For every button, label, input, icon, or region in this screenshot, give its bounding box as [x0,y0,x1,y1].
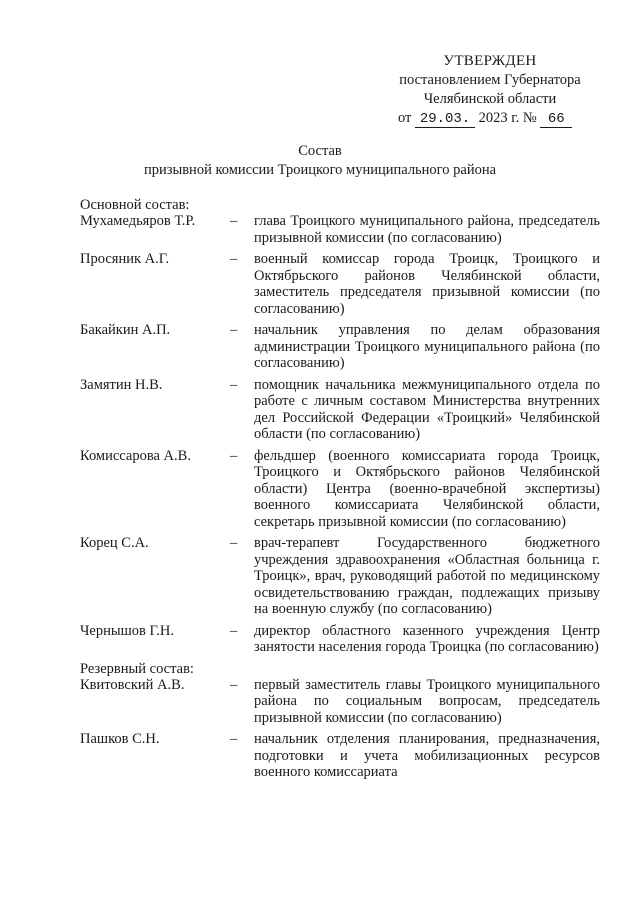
member-name: Чернышов Г.Н. [80,622,174,639]
approval-number: 66 [540,112,572,128]
approval-date-value: 29.03. [415,112,475,128]
commission-list [80,197,600,786]
member-dash: – [230,535,238,551]
member-description: первый заместитель главы Троицкого муниципального района по социальным вопросам, председатель призывной комиссии (по согласованию) [254,676,600,726]
main-section-label: Основной состав: [80,197,190,213]
member-dash: – [230,447,238,464]
document-title [0,142,640,180]
approval-stamp [380,52,600,128]
approval-date-prefix: от [398,110,412,126]
member-dash: – [230,376,238,393]
member-dash: – [230,251,238,267]
approval-line-1: постановлением Губернатора [399,72,581,88]
reserve-section-label: Резервный состав: [80,660,194,677]
member-dash: – [230,622,238,639]
member-name: Квитовский А.В. [80,676,185,693]
member-dash: – [230,213,238,229]
title-line-1: Состав [298,143,342,159]
approval-year: 2023 г. № [478,110,537,126]
member-name: Пашков С.Н. [80,731,160,747]
member-description: начальник управления по делам образования администрации Троицкого муниципального района (по согласованию) [254,322,600,371]
member-row [80,377,600,443]
approval-heading: УТВЕРЖДЕН [443,53,537,69]
member-row [80,731,600,781]
member-description: фельдшер (военного комиссариата города Троицк, Троицкого и Октябрьского районов Челябинской области) Центра (военно-врачебной экспертизы) военного комиссариата Челябинской области, секретарь призывной комиссии (по согласованию) [254,447,600,530]
member-row [80,623,600,656]
member-row [80,677,600,727]
member-description: директор областного казенного учреждения Центр занятости населения города Троицка (по согласованию) [254,622,600,655]
member-name: Комиссарова А.В. [80,447,191,464]
member-dash: – [230,322,238,338]
member-name: Бакайкин А.П. [80,322,171,338]
member-description: начальник отделения планирования, предназначения, подготовки и учета мобилизационных ресурсов военного комиссариата [254,731,600,780]
member-description: врач-терапевт Государственного бюджетного учреждения здравоохранения «Областная больница г. Троицк», врач, руководящий работой по медицинскому освидетельствованию граждан, подлежащих призыву на военную службу (по согласованию) [254,535,600,617]
member-row [80,251,600,317]
member-row [80,322,600,372]
member-name: Мухамедьяров Т.Р. [80,213,196,229]
member-description: военный комиссар города Троицк, Троицкого и Октябрьского районов Челябинской области, заместитель председателя призывной комиссии (по согласованию) [254,251,600,317]
member-name: Замятин Н.В. [80,376,163,393]
member-name: Корец С.А. [80,535,149,551]
title-line-2: призывной комиссии Троицкого муниципального района [143,162,497,178]
member-dash: – [230,676,238,693]
member-name: Просяник А.Г. [80,251,170,267]
member-row [80,535,600,618]
approval-date-line [380,109,600,128]
member-description: помощник начальника межмуниципального отдела по работе с личным составом Министерства внутренних дел Российской Федерации «Троицкий» Челябинской области (по согласованию) [254,376,600,442]
member-row [80,448,600,531]
member-dash: – [230,731,238,747]
member-row [80,213,600,246]
approval-line-2: Челябинской области [423,91,557,107]
member-description: глава Троицкого муниципального района, председатель призывной комиссии (по согласованию) [254,213,600,246]
